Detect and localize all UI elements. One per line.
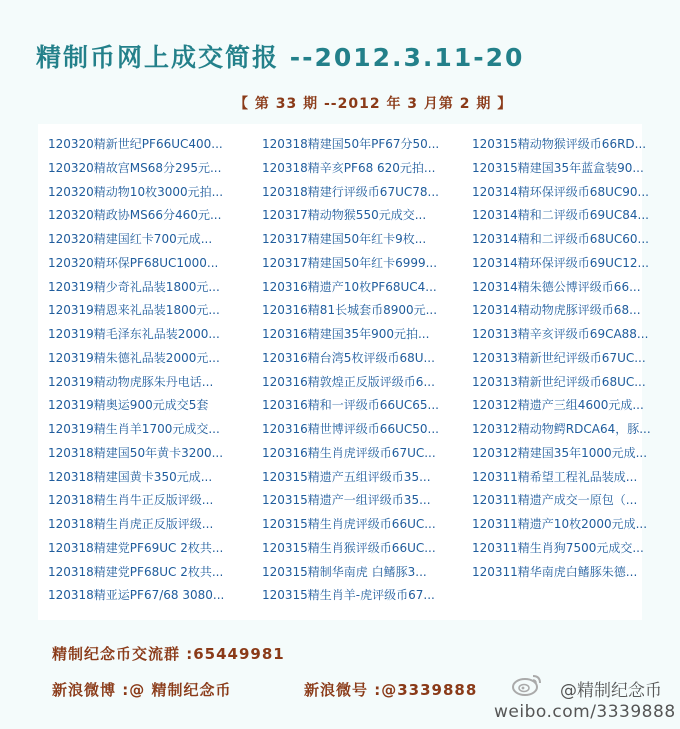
list-item[interactable]: 120311精遗产10枚2000元成... [472,517,648,531]
weibo-id: 新浪微号 :@3339888 [304,681,478,699]
list-item[interactable]: 120311精华南虎白鳍豚朱德... [472,564,638,579]
list-item[interactable]: 120316精和一评级币66UC65... [262,398,439,413]
transaction-list [38,124,651,620]
weibo-account: 新浪微博 :@ 精制纪念币 [52,681,232,699]
list-item[interactable]: 120318精生肖虎正反版评级... [48,517,214,531]
list-item[interactable]: 120319精动物虎豚朱丹电话... [48,374,214,389]
list-item[interactable]: 120318精建国黄卡350元成... [48,469,213,484]
list-item[interactable]: 120317精建国50年红卡9枚... [262,232,427,246]
exchange-group: 精制纪念币交流群 :65449981 [52,645,285,663]
list-item[interactable]: 120318精建行评级币67UC78... [262,184,439,199]
weibo-logo-icon [510,672,544,696]
page-title: 精制币网上成交简报 --2012.3.11-20 [36,43,525,72]
list-item[interactable]: 120314精动物虎豚评级币68... [472,303,641,318]
list-item[interactable]: 120318精建党PF68UC 2枚共... [48,564,224,579]
list-item[interactable]: 120320精政协MS66分460元... [48,208,222,223]
list-item[interactable]: 120316精生肖虎评级币67UC... [262,445,436,460]
bottom-band [0,722,680,729]
weibo-url: weibo.com/3339888 [494,702,676,722]
list-item[interactable]: 120318精建国50年黄卡3200... [48,445,224,460]
list-item[interactable]: 120315精建国35年蓝盒装90... [472,160,644,175]
list-item[interactable]: 120319精少奇礼品装1800元... [48,279,220,294]
list-item[interactable]: 120318精建国50年PF67分50... [262,137,440,151]
list-item[interactable]: 120319精生肖羊1700元成交... [48,422,220,436]
list-item[interactable]: 120320精建国红卡700元成... [48,232,213,246]
list-item[interactable]: 120318精生肖牛正反版评级... [48,493,214,508]
list-item[interactable]: 120315精生肖羊-虎评级币67... [262,588,435,603]
list-item[interactable]: 120314精环保评级币69UC12... [472,255,649,270]
list-item[interactable]: 120315精生肖虎评级币66UC... [262,517,436,531]
list-item[interactable]: 120315精制华南虎 白鳍豚3... [262,564,427,579]
list-item[interactable]: 120320精故宫MS68分295元... [48,160,222,175]
list-item[interactable]: 120316精遗产10枚PF68UC4... [262,279,437,294]
list-item[interactable]: 120315精动物猴评级币66RD... [472,137,647,151]
list-item[interactable]: 120316精敦煌正反版评级币6... [262,374,435,389]
list-item[interactable]: 120314精环保评级币68UC90... [472,184,649,199]
list-item[interactable]: 120314精和二评级币68UC60... [472,232,649,246]
issue-subtitle: 【 第 33 期 --2012 年 3 月第 2 期 】 [234,96,513,112]
list-item[interactable]: 120311精遗产成交一原包（... [472,493,638,508]
list-item[interactable]: 120320精环保PF68UC1000... [48,255,219,270]
list-item[interactable]: 120320精新世纪PF66UC400... [48,137,223,151]
list-item[interactable]: 120319精奥运900元成交5套 [48,398,209,413]
list-item[interactable]: 120318精辛亥PF68 620元拍... [262,160,436,175]
list-item[interactable]: 120312精动物鳄RDCA64，豚... [472,422,651,436]
list-item[interactable]: 120318精建党PF69UC 2枚共... [48,540,224,555]
list-item[interactable]: 120311精希望工程礼品装成... [472,469,638,484]
list-item[interactable]: 120314精朱德公博评级币66... [472,279,641,294]
list-item[interactable]: 120316精世博评级币66UC50... [262,422,439,436]
list-item[interactable]: 120312精建国35年1000元成... [472,445,648,460]
list-item[interactable]: 120315精遗产五组评级币35... [262,469,431,484]
list-item[interactable]: 120314精和二评级币69UC84... [472,208,649,223]
list-item[interactable]: 120316精台湾5枚评级币68U... [262,350,435,365]
weibo-handle: @精制纪念币 [560,681,662,701]
list-item[interactable]: 120319精朱德礼品装2000元... [48,350,220,365]
list-item[interactable]: 120318精亚运PF67/68 3080... [48,588,225,603]
list-item[interactable]: 120313精辛亥评级币69CA88... [472,327,649,341]
list-item[interactable]: 120319精恩来礼品装1800元... [48,303,220,318]
list-item[interactable]: 120315精遗产一组评级币35... [262,493,431,508]
list-item[interactable]: 120319精毛泽东礼品装2000... [48,327,220,341]
list-column-2 [262,134,439,609]
list-column-3 [472,134,651,585]
list-item[interactable]: 120317精建国50年红卡6999... [262,255,438,270]
list-item[interactable]: 120311精生肖狗7500元成交... [472,540,644,555]
list-column-1 [48,134,224,609]
list-item[interactable]: 120317精动物猴550元成交... [262,208,427,223]
list-item[interactable]: 120316精81长城套币8900元... [262,303,438,318]
list-item[interactable]: 120316精建国35年900元拍... [262,327,430,341]
list-item[interactable]: 120315精生肖猴评级币66UC... [262,540,436,555]
list-item[interactable]: 120313精新世纪评级币67UC... [472,350,646,365]
list-item[interactable]: 120312精遗产三组4600元成... [472,398,644,413]
list-item[interactable]: 120320精动物10枚3000元拍... [48,184,224,199]
list-item[interactable]: 120313精新世纪评级币68UC... [472,374,646,389]
